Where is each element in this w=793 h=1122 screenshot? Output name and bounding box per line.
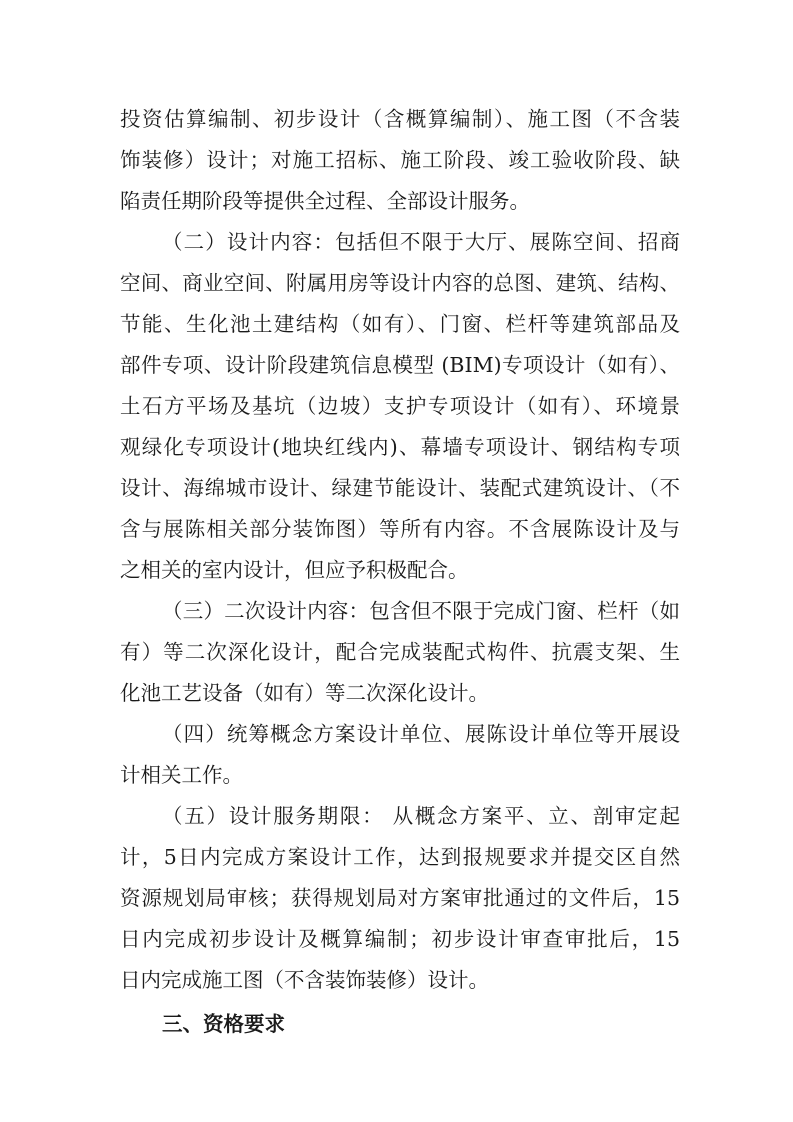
- text-line: 之相关的室内设计，但应予积极配合。: [120, 558, 469, 582]
- text-line: 设计、海绵城市设计、绿建节能设计、装配式建筑设计、（不: [120, 476, 680, 500]
- text-line: （二）设计内容：包括但不限于大厅、展陈空间、招商: [162, 230, 680, 254]
- text-line: 日内完成初步设计及概算编制；初步设计审查审批后，15: [120, 927, 680, 951]
- text-line: 部件专项、设计阶段建筑信息模型 (BIM)专项设计（如有）、: [120, 353, 680, 377]
- text-line: 化池工艺设备（如有）等二次深化设计。: [120, 681, 489, 705]
- text-line: 陷责任期阶段等提供全过程、全部设计服务。: [120, 189, 530, 213]
- text-line: 饰装修）设计；对施工招标、施工阶段、竣工验收阶段、缺: [120, 148, 680, 172]
- text-line: 计相关工作。: [120, 763, 243, 787]
- text-line: 有）等二次深化设计，配合完成装配式构件、抗震支架、生: [120, 640, 680, 664]
- text-line: 空间、商业空间、附属用房等设计内容的总图、建筑、结构、: [120, 271, 680, 295]
- text-line: 观绿化专项设计(地块红线内)、幕墙专项设计、钢结构专项: [120, 435, 680, 459]
- text-line: 日内完成施工图（不含装饰装修）设计。: [120, 968, 489, 992]
- text-line: 节能、生化池土建结构（如有）、门窗、栏杆等建筑部品及: [120, 312, 680, 336]
- text-line: （三）二次设计内容：包含但不限于完成门窗、栏杆（如: [162, 599, 680, 623]
- section-heading: 三、资格要求: [162, 1012, 285, 1036]
- text-line: 含与展陈相关部分装饰图）等所有内容。不含展陈设计及与: [120, 517, 680, 541]
- text-line: （五）设计服务期限： 从概念方案平、立、剖审定起: [162, 804, 680, 828]
- text-line: 土石方平场及基坑（边坡）支护专项设计（如有）、环境景: [120, 394, 680, 418]
- text-line: 资源规划局审核；获得规划局对方案审批通过的文件后，15: [120, 886, 680, 910]
- text-line: （四）统筹概念方案设计单位、展陈设计单位等开展设: [162, 722, 680, 746]
- text-line: 投资估算编制、初步设计（含概算编制）、施工图（不含装: [120, 107, 680, 131]
- text-line: 计，5日内完成方案设计工作，达到报规要求并提交区自然: [120, 845, 680, 869]
